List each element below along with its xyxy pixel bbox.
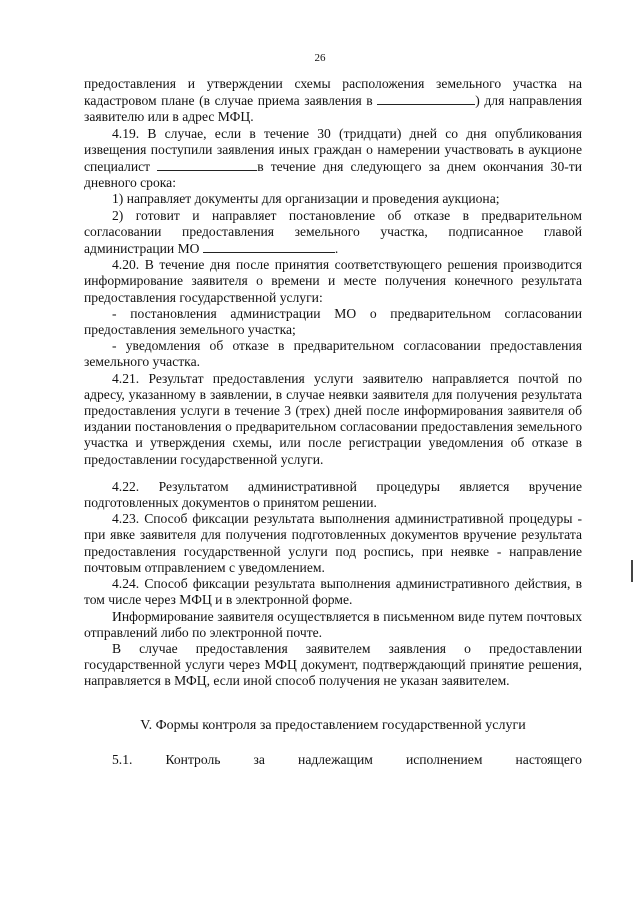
paragraph-1 — [84, 76, 582, 126]
page-number: 26 — [314, 52, 326, 64]
blank-line — [377, 92, 475, 105]
list-item-1: 1) направляет документы для организации и проведения аукциона; — [112, 191, 500, 207]
paragraph-mfc: В случае предоставления заявителем заявления о предоставлении государственной услуги через МФЦ документ, подтверждающий принятие решения, направляется в МФЦ, если иной способ получения не указан заявителем. — [84, 640, 582, 689]
blank-line — [203, 240, 335, 253]
paragraph-4-20: 4.20. В течение дня после принятия соответствующего решения производится информирование заявителя о времени и месте получения конечного результата предоставления государственной услуги: — [84, 257, 582, 305]
paragraph-informing: Информирование заявителя осуществляется в письменном виде путем почтовых отправлений либо по электронной почте. — [84, 608, 582, 640]
paragraph-4-19 — [84, 126, 582, 192]
section-title: V. Формы контроля за предоставлением государственной услуги — [140, 717, 526, 733]
word: за — [253, 751, 265, 767]
word: 5.1. — [112, 751, 133, 767]
dash-item-1: - постановления администрации МО о предварительном согласовании предоставления земельного участка; — [84, 305, 582, 338]
list-item-2-end: . — [334, 241, 339, 257]
document-body — [84, 76, 582, 768]
word: исполнением — [405, 751, 483, 767]
paragraph-1-text-b: ) для направления заявителю или в адрес МФЦ. — [84, 93, 582, 125]
paragraph-1-text-a: предоставления и утверждении схемы расположения земельного участка на кадастровом плане (в случае приема заявления в — [84, 76, 582, 109]
word: надлежащим — [298, 751, 373, 767]
paragraph-4-19-text-b: в течение дня следующего за днем окончания 30-ти дневного срока: — [84, 159, 582, 191]
dash-item-2: - уведомления об отказе в предварительном согласовании предоставления земельного участка. — [84, 338, 582, 370]
word: настоящего — [515, 751, 582, 767]
paragraph-4-24: 4.24. Способ фиксации результата выполнения административного действия, в том числе через МФЦ и в электронной форме. — [84, 576, 582, 608]
paragraph-4-19-text-a: 4.19. В случае, если в течение 30 (тридцати) дней со дня опубликования извещения поступили заявления иных граждан о намерении участвовать в аукционе специалист — [84, 125, 582, 175]
blank-line — [157, 158, 257, 171]
scan-edge-mark — [631, 560, 633, 582]
paragraph-4-22: 4.22. Результатом административной процедуры является вручение подготовленных документов о принятом решении. — [84, 478, 582, 511]
list-item-2 — [84, 208, 582, 258]
word: Контроль — [165, 751, 221, 767]
list-item-2-text: 2) готовит и направляет постановление об отказе в предварительном согласовании предоставления земельного участка, подписанное главой администрации МО — [84, 207, 582, 257]
paragraph-5-1-first-line — [84, 752, 582, 768]
paragraph-4-21: 4.21. Результат предоставления услуги заявителю направляется почтой по адресу, указанному в заявлении, в случае неявки заявителя для получения результата предоставления услуги в течение 3 (трех) дней после информирования заявителя об издании постановления о предварительном согласовании предоставления земельного участка и утверждения схемы, или после регистрации уведомления об отказе в предоставлении государственной услуги. — [84, 370, 582, 467]
paragraph-4-23: 4.23. Способ фиксации результата выполнения административной процедуры - при явке заявителя для получения подготовленных документов вручение результата предоставления государственной услуги под роспись, при неявке - направление почтовым отправлением с уведомлением. — [84, 511, 582, 575]
